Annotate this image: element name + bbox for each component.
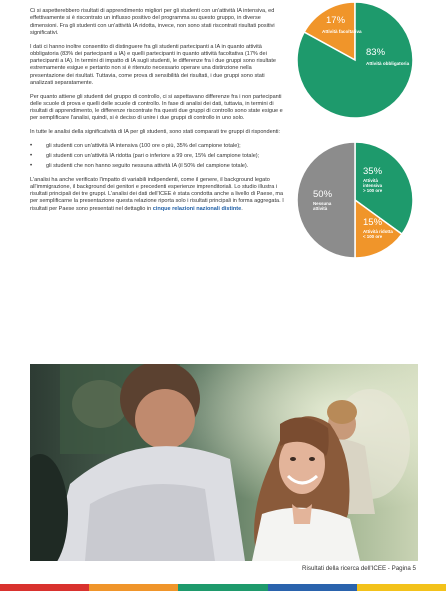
- pie2-slice-2: [297, 142, 355, 258]
- pie2-label-nessuna-1: Nessuna: [313, 201, 332, 206]
- pie-chart-participation-type: [285, 0, 425, 128]
- paragraph-2: I dati ci hanno inoltre consentito di distinguere fra gli studenti partecipanti a IA in quanto attività obbligatoria (83% dei partecipanti a IA) e quelli partecipanti in quanto attività facoltativa (17% dei partecipanti a IA). In termini di impatto di IA sugli studenti, le differenze fra i due gruppi sono risultate estremamente esigue e pertanto non si è ritenuto necessario operare una distinzione nella presentazione dei risultati. Tuttavia, come prova di sensibilità dei risultati, i due gruppi sono stati analizzati separatamente.: [30, 43, 276, 86]
- pie2-label-intensiva-3: > 100 ore: [363, 188, 383, 193]
- pie2-pct-ridotta: 15%: [363, 217, 383, 228]
- list-item: • gli studenti con un'attività IA ridotta (pari o inferiore a 99 ore, 15% del campione totale);: [30, 153, 288, 160]
- photo-illustration: [30, 364, 418, 561]
- paragraph-1: Ci si aspetterebbero risultati di apprendimento migliori per gli studenti con un'attività IA intensiva, ed effettivamente si è riscontrato un influsso positivo del programma su questo gruppo, in diverse dimensioni. Fra gli studenti con un'attività IA ridotta, invece, non sono stati riscontrati risultati positivi significativi.: [30, 8, 275, 36]
- pie-chart-2-svg: [285, 138, 425, 268]
- respondent-groups-list: [30, 143, 288, 171]
- list-item: • gli studenti che non hanno seguito nessuna attività IA (il 50% del campione totale).: [30, 163, 288, 170]
- national-reports-link[interactable]: cinque relazioni nazionali distinte: [152, 205, 242, 212]
- stripe-orange: [89, 584, 178, 591]
- pie2-label-intensiva-2: intensiva: [363, 183, 383, 188]
- pie1-pct-facoltativa: 17%: [326, 15, 346, 26]
- students-photo: [30, 364, 418, 561]
- stripe-green: [178, 584, 267, 591]
- paragraph-3: Per quanto attiene gli studenti del gruppo di controllo, ci si aspettavano differenze fra i non partecipanti delle scuole di prova e quelli delle scuole di controllo. In fase di analisi dei dati, tuttavia, in termini di risultati di apprendimento, le differenze riscontrate fra questi due gruppi di controllo sono state esigue e per semplificare l'analisi, quindi, si è deciso di unire i due gruppi di controllo in uno solo.: [30, 93, 283, 122]
- page-footer: Risultati della ricerca dell'ICEE - Pagina 5: [302, 565, 416, 572]
- pie1-pct-obbligatoria: 83%: [366, 47, 386, 58]
- body-text: [30, 8, 288, 219]
- paragraph-5-end: .: [241, 205, 243, 212]
- pie2-label-intensiva-1: Attività: [363, 178, 378, 183]
- list-item: • gli studenti con un'attività IA intensiva (100 ore o più, 35% del campione totale);: [30, 143, 288, 150]
- pie2-pct-nessuna: 50%: [313, 189, 333, 200]
- pie-chart-1-svg: [285, 0, 425, 128]
- paragraph-5: [30, 177, 288, 213]
- stripe-red: [0, 584, 89, 591]
- stripe-yellow: [357, 584, 446, 591]
- pie2-label-ridotta-2: < 100 ore: [363, 234, 383, 239]
- color-stripe: [0, 584, 446, 591]
- pie2-pct-intensiva: 35%: [363, 166, 383, 177]
- stripe-blue: [268, 584, 357, 591]
- paragraph-4: In tutte le analisi della significatività di IA per gli studenti, sono stati comparati tre gruppi di rispondenti:: [30, 129, 281, 135]
- pie2-label-nessuna-2: attività: [313, 206, 328, 211]
- pie1-label-facoltativa: Attività facoltativa: [322, 29, 362, 34]
- pie-chart-activity-level: [285, 138, 425, 268]
- paragraph-5-text: L'analisi ha anche verificato l'impatto di variabili indipendenti, come il genere, il background legato all'immigrazione, il background dei genitori e precedenti esperienze imprenditoriali. Lo studio illustra i risultati principali dei tre gruppi. L'analisi dei dati dell'ICEE è stata condotta anche a livello di Paese, ma per semplificarne la presentazione questa relazione riporta solo i risultati principali in forma aggregata. I risultati per Paese sono presentati nel dettaglio in: [30, 176, 284, 212]
- pie2-label-ridotta-1: Attività ridotta: [363, 229, 393, 234]
- pie1-label-obbligatoria: Attività obbligatoria: [366, 61, 410, 66]
